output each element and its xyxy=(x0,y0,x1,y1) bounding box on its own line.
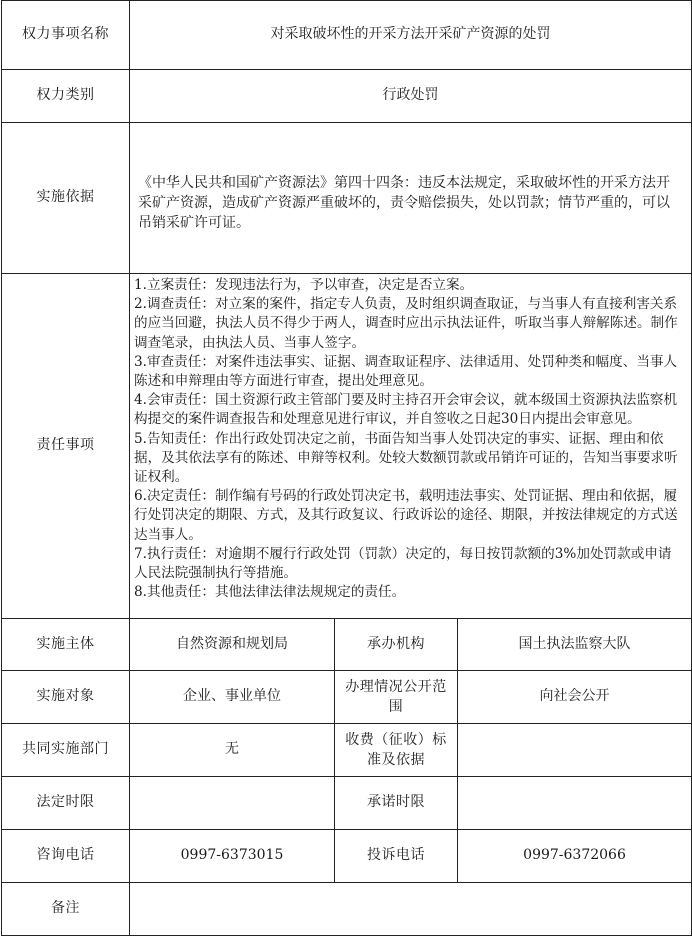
row-time-limit xyxy=(2,777,692,830)
power-name-value: 对采取破坏性的开采方法开采矿产资源的处罚 xyxy=(130,1,692,70)
power-type-label: 权力类别 xyxy=(2,70,130,123)
agency-label: 承办机构 xyxy=(335,619,458,671)
inquiry-phone-label: 咨询电话 xyxy=(2,830,130,883)
agency-value: 国土执法监察大队 xyxy=(458,619,692,671)
disclosure-scope-label: 办理情况公开范围 xyxy=(335,671,458,724)
duty-item-review: 3.审查责任：对案件违法事实、证据、调查取证程序、法律适用、处罚种类和幅度、当事人陈述和申辩理由等方面进行审查，提出处理意见。 xyxy=(134,353,678,390)
legal-time-limit-value xyxy=(130,777,335,830)
promised-time-limit-value xyxy=(458,777,692,830)
remarks-value xyxy=(130,883,692,936)
basis-label: 实施依据 xyxy=(2,123,130,274)
duties-cell xyxy=(130,274,692,619)
target-value: 企业、事业单位 xyxy=(130,671,335,724)
subject-label: 实施主体 xyxy=(2,619,130,671)
row-duties xyxy=(2,274,692,619)
legal-time-limit-label: 法定时限 xyxy=(2,777,130,830)
complaint-phone-label: 投诉电话 xyxy=(335,830,458,883)
row-joint xyxy=(2,724,692,777)
row-basis xyxy=(2,123,692,274)
duty-item-investigation: 2.调查责任：对立案的案件，指定专人负责，及时组织调查取证，与当事人有直接利害关系的应当回避，执法人员不得少于两人，调查时应出示执法证件，听取当事人辩解陈述。制作调查笔录，由执法人员、当事人签字。 xyxy=(134,296,678,351)
duty-item-joint-review: 4.会审责任：国土资源行政主管部门要及时主持召开会审会议，就本级国土资源执法监察机构提交的案件调查报告和处理意见进行审议，并自签收之日起30日内提出会审意见。 xyxy=(134,392,678,428)
power-type-value: 行政处罚 xyxy=(130,70,692,123)
row-subject xyxy=(2,619,692,671)
joint-department-label: 共同实施部门 xyxy=(2,724,130,777)
promised-time-limit-label: 承诺时限 xyxy=(335,777,458,830)
duty-item-execution: 7.执行责任：对逾期不履行行政处罚（罚款）决定的，每日按罚款额的3%加处罚款或申请人民法院强制执行等措施。 xyxy=(134,545,672,582)
disclosure-scope-value: 向社会公开 xyxy=(458,671,692,724)
duties-label: 责任事项 xyxy=(2,274,130,619)
duty-item-decision: 6.决定责任：制作编有号码的行政处罚决定书，载明违法事实、处罚证据、理由和依据，履行处罚决定的期限、方式，及其行政复议、行政诉讼的途径、期限，并按法律规定的方式送达当事人。 xyxy=(134,488,678,543)
duty-item-notification: 5.告知责任：作出行政处罚决定之前，书面告知当事人处罚决定的事实、证据、理由和依据，及其依法享有的陈述、申辩等权利。处较大数额罚款或吊销许可证的，告知当事要求听证权利。 xyxy=(134,430,678,486)
target-label: 实施对象 xyxy=(2,671,130,724)
row-remarks xyxy=(2,883,692,936)
subject-value: 自然资源和规划局 xyxy=(130,619,335,671)
complaint-phone-value: 0997-6372066 xyxy=(458,830,692,883)
row-power-type xyxy=(2,70,692,123)
basis-cell xyxy=(130,123,692,274)
inquiry-phone-value: 0997-6373015 xyxy=(130,830,335,883)
joint-department-value: 无 xyxy=(130,724,335,777)
duty-item-filing: 1.立案责任：发现违法行为，予以审查，决定是否立案。 xyxy=(134,277,474,293)
row-phone xyxy=(2,830,692,883)
power-item-table xyxy=(1,0,692,936)
fee-standard-value xyxy=(458,724,692,777)
fee-standard-label: 收费（征收）标准及依据 xyxy=(335,724,458,777)
power-name-label: 权力事项名称 xyxy=(2,1,130,70)
row-power-name xyxy=(2,1,692,70)
row-target xyxy=(2,671,692,724)
duty-item-other: 8.其他责任：其他法律法律法规规定的责任。 xyxy=(134,584,406,601)
basis-text: 《中华人民共和国矿产资源法》第四十四条：违反本法规定，采取破坏性的开采方法开采矿产资源，造成矿产资源严重破坏的，责令赔偿损失，处以罚款；情节严重的，可以吊销采矿许可证。 xyxy=(138,175,670,231)
remarks-label: 备注 xyxy=(2,883,130,936)
